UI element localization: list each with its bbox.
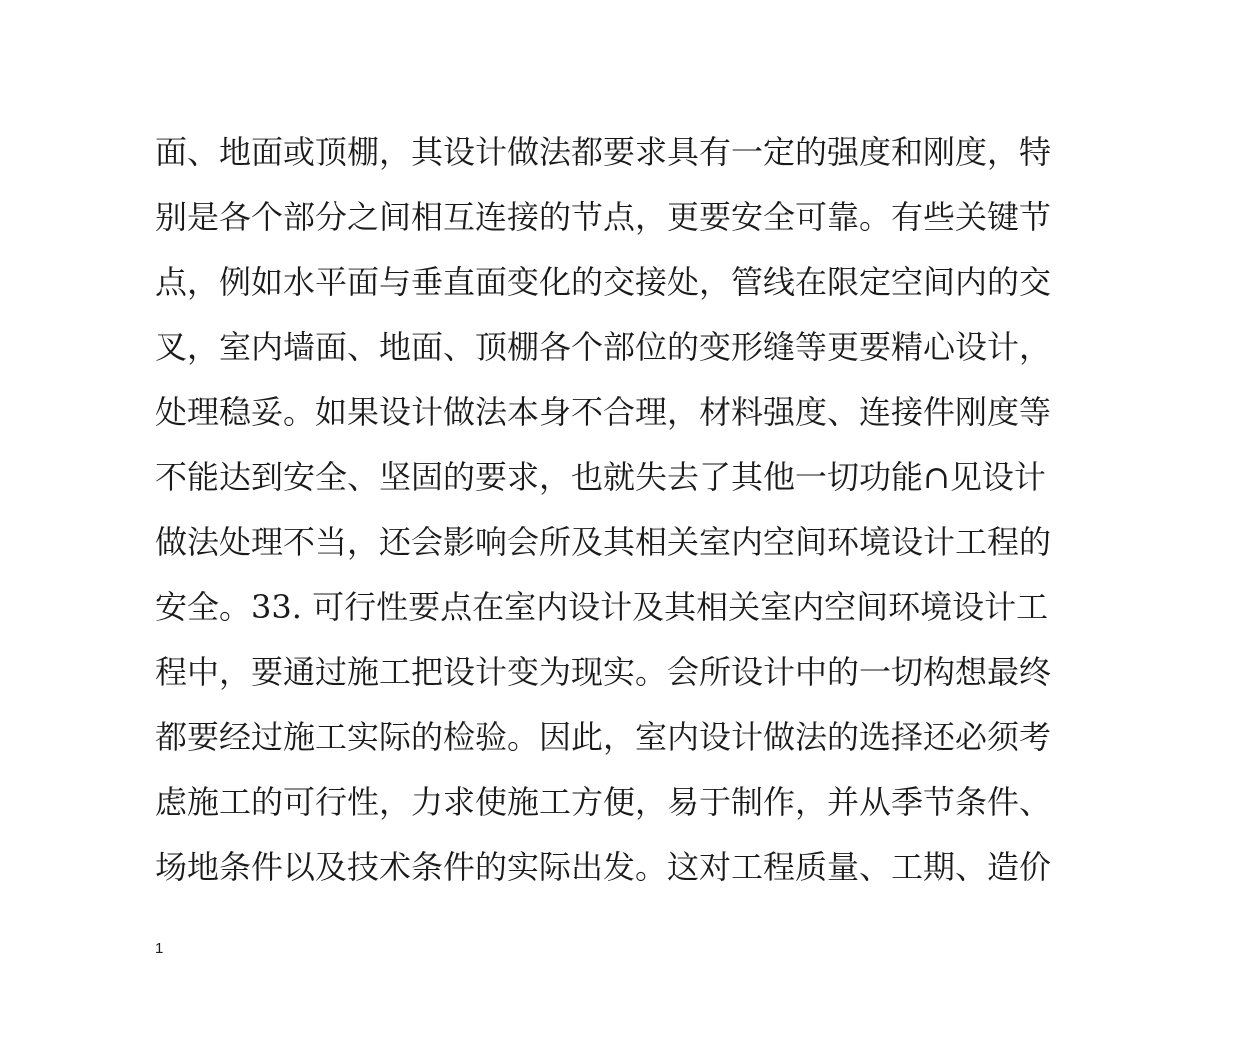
text-line: 程中，要通过施工把设计变为现实。会所设计中的一切构想最终 bbox=[155, 653, 1052, 691]
text-line: 不能达到安全、坚固的要求，也就失去了其他一切功能∩见设计 bbox=[155, 458, 1046, 496]
text-line: 别是各个部分之间相互连接的节点，更要安全可靠。有些关键节 bbox=[155, 198, 1052, 236]
text-line: 虑施工的可行性，力求使施工方便，易于制作，并从季节条件、 bbox=[155, 783, 1052, 821]
body-text bbox=[155, 120, 1095, 900]
text-line: 安全。33. 可行性要点在室内设计及其相关室内空间环境设计工 bbox=[155, 588, 1049, 626]
text-line: 叉，室内墙面、地面、顶棚各个部位的变形缝等更要精心设计， bbox=[155, 328, 1052, 366]
page-number: 1 bbox=[155, 940, 164, 957]
text-line: 处理稳妥。如果设计做法本身不合理，材料强度、连接件刚度等 bbox=[155, 393, 1052, 431]
text-line: 都要经过施工实际的检验。因此，室内设计做法的选择还必须考 bbox=[155, 718, 1052, 756]
text-line: 面、地面或顶棚，其设计做法都要求具有一定的强度和刚度，特 bbox=[155, 133, 1052, 171]
text-line: 点，例如水平面与垂直面变化的交接处，管线在限定空间内的交 bbox=[155, 263, 1052, 301]
text-line: 做法处理不当，还会影响会所及其相关室内空间环境设计工程的 bbox=[155, 523, 1052, 561]
text-line: 场地条件以及技术条件的实际出发。这对工程质量、工期、造价 bbox=[155, 848, 1052, 886]
